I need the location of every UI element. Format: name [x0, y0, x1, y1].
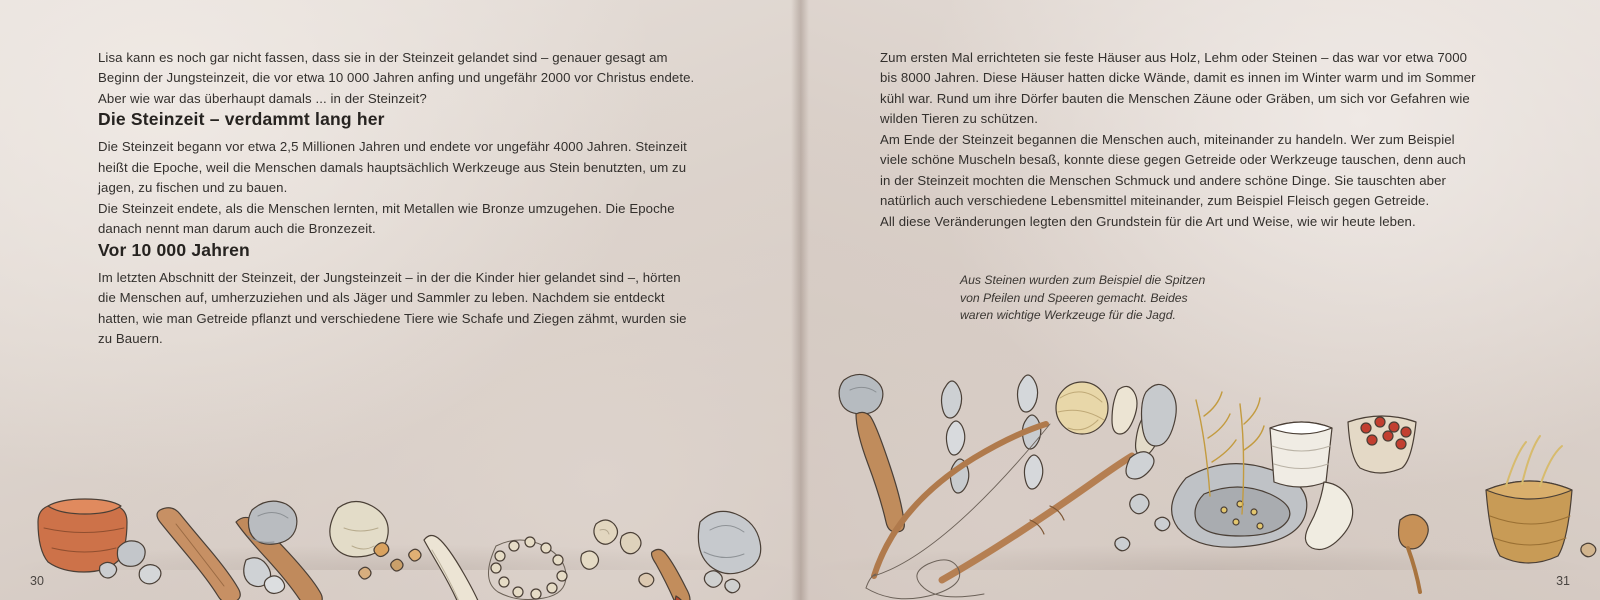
right-paragraph-1: Zum ersten Mal errichteten sie feste Häuser aus Holz, Lehm oder Steinen – das war vor etwa 7000 bis 8000 Jahren. Diese Häuser hatten dicke Wände, damit es innen im Winter warm und im Sommer kühl war. Rund um ihre Dörfer bauten die Menschen Zäune oder Gräben, um sich vor Gefahren wie wilden Tieren zu schützen. — [880, 50, 1476, 127]
twine-ball-icon — [1056, 382, 1108, 434]
right-page — [800, 0, 1600, 600]
berry-bowl-icon — [1348, 416, 1416, 473]
bone-tools-icon — [1112, 386, 1160, 456]
stone-hammer-icon — [839, 374, 904, 532]
section-two-paragraph-1: Im letzten Abschnitt der Steinzeit, der Jungsteinzeit – in der die Kinder hier gelandet sind –, hörten die Menschen auf, umherzuziehen und als Jäger und Sammler zu leben. Nachdem sie entdeckt hatten, wie man Getreide pflanzt und verschiedene Tiere wie Schafe und Ziegen zähmt, wurden sie zu Bauern. — [98, 269, 687, 346]
left-page-text-column — [98, 48, 698, 349]
page-number-right: 31 — [1556, 574, 1570, 588]
section-heading-steinzeit: Die Steinzeit – verdammt lang her — [98, 109, 385, 130]
right-page-text-column — [880, 48, 1480, 232]
stone-blade-icon — [1142, 384, 1177, 446]
grain-basket-icon — [1270, 422, 1332, 487]
section-one-paragraph-2: Die Steinzeit endete, als die Menschen lernten, mit Metallen wie Bronze umzugehen. Die Epoche danach nennt man darum auch die Bronzezeit. — [98, 200, 675, 237]
right-paragraph-2: Am Ende der Steinzeit begannen die Menschen auch, miteinander zu handeln. Wer zum Beispiel viele schöne Muscheln besaß, konnte diese gegen Getreide oder Werkzeuge tauschen, denn auch in der Steinzeit mochten die Menschen Schmuck und andere schöne Dinge. Sie tauschten aber natürlich auch verschiedene Lebensmittel miteinander, zum Beispiel Fleisch gegen Getreide. — [880, 131, 1466, 209]
left-artwork-shadow — [0, 544, 800, 570]
intro-paragraph: Lisa kann es noch gar nicht fassen, dass sie in der Steinzeit gelandet sind – genauer gesagt am Beginn der Jungsteinzeit, die vor etwa 10 000 Jahren anfing und ungefähr 2000 vor Christus endete. Aber wie war das überhaupt damals ... in der Steinzeit? — [98, 50, 695, 106]
section-heading-vor-10000-jahren: Vor 10 000 Jahren — [98, 239, 250, 260]
page-number-left: 30 — [30, 574, 44, 588]
section-one-paragraph-1: Die Steinzeit begann vor etwa 2,5 Millionen Jahren und endete vor ungefähr 4000 Jahren. Steinzeit heißt die Epoche, weil die Menschen damals hauptsächlich Werkzeuge aus Stein benutzten, um zu jagen, zu fischen und zu bauen. — [98, 139, 687, 196]
right-paragraph-3: All diese Veränderungen legten den Grundstein für die Art und Weise, wie wir heute leben. — [880, 213, 1416, 229]
grinding-stone-icon — [1172, 464, 1307, 548]
pebbles-icon — [639, 571, 740, 593]
right-artwork-shadow — [800, 544, 1600, 570]
illustration-caption: Aus Steinen wurden zum Beispiel die Spitzen von Pfeilen und Speeren gemacht. Beides waren wichtige Werkzeuge für die Jagd. — [960, 273, 1206, 323]
hooked-bone-tool-icon — [1305, 482, 1352, 550]
arrowheads-icon — [942, 375, 1043, 493]
wheat-stalks-icon — [1196, 392, 1264, 514]
